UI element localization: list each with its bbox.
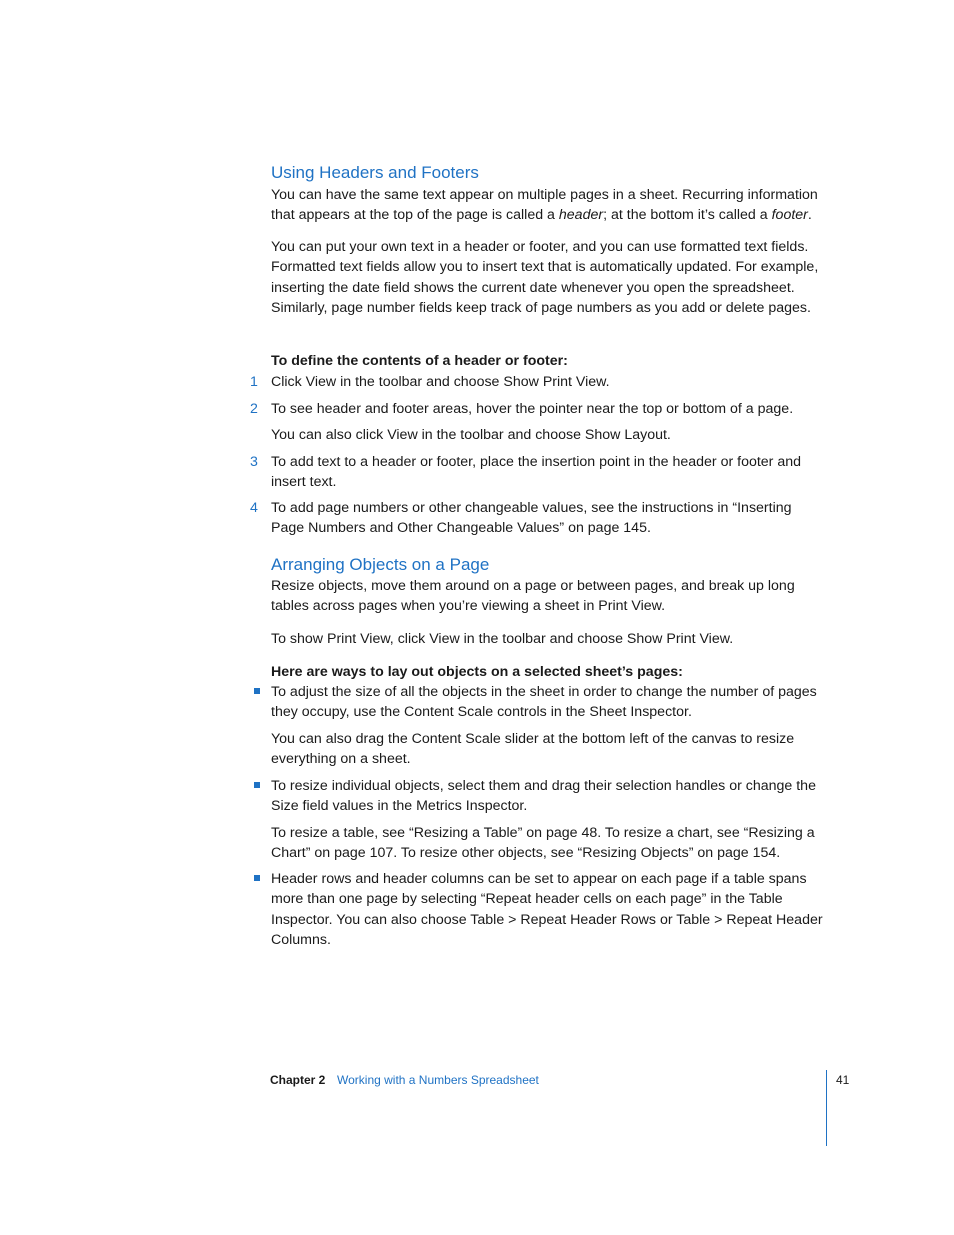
step-text: To add page numbers or other changeable values, see the instructions in “Inserting Page Numbers and Other Changeable Values” on page 145. — [271, 500, 792, 537]
text-run: . — [807, 207, 812, 224]
bullet-icon — [254, 688, 260, 694]
text-run: You can have the same text appear on multiple pages in a sheet. Recurring information that appears at the top of the page is called a — [271, 187, 818, 224]
paragraph-intro — [271, 185, 827, 226]
paragraph-formatted-fields: You can put your own text in a header or footer, and you can use formatted text fields. Formatted text fields allow you to insert text that is automatically updated. For example, inserting the date field shows the current date whenever you open the spreadsheet. Similarly, page number fields keep track of page numbers as you add or delete pages. — [271, 239, 819, 317]
bullet-text: To adjust the size of all the objects in the sheet in order to change the number of pages they occupy, use the Content Scale controls in the Sheet Inspector. — [271, 684, 817, 721]
bullet-icon — [254, 875, 260, 881]
bullet-note: To resize a table, see “Resizing a Table” on page 48. To resize a chart, see “Resizing a Chart” on page 107. To resize other objects, see “Resizing Objects” on page 154. — [271, 825, 815, 862]
step-number: 3 — [250, 454, 258, 470]
step-note: You can also click View in the toolbar and choose Show Layout. — [271, 427, 671, 443]
footer-chapter: Chapter 2 — [270, 1073, 326, 1087]
section-heading-arranging-objects: Arranging Objects on a Page — [271, 555, 490, 574]
step-text: Click View in the toolbar and choose Show Print View. — [271, 374, 610, 390]
list-heading: Here are ways to lay out objects on a selected sheet’s pages: — [271, 664, 683, 680]
page-number: 41 — [836, 1073, 850, 1087]
footer-divider — [826, 1070, 827, 1146]
bullet-text: To resize individual objects, select them and drag their selection handles or change the Size field values in the Metrics Inspector. — [271, 778, 816, 815]
paragraph-show-print-view: To show Print View, click View in the toolbar and choose Show Print View. — [271, 631, 734, 647]
bullet-icon — [254, 782, 260, 788]
steps-heading: To define the contents of a header or footer: — [271, 353, 568, 369]
step-number: 2 — [250, 401, 258, 417]
step-number: 1 — [250, 374, 258, 390]
bullet-text: Header rows and header columns can be set to appear on each page if a table spans more than one page by selecting “Repeat header cells on each page” in the Table Inspector. You can also choose Table > Repeat Header Rows or Table > Repeat Header Columns. — [271, 871, 823, 949]
paragraph-resize-objects: Resize objects, move them around on a page or between pages, and break up long tables across pages when you’re viewing a sheet in Print View. — [271, 578, 795, 615]
bullet-note: You can also drag the Content Scale slider at the bottom left of the canvas to resize everything on a sheet. — [271, 731, 795, 768]
step-text: To see header and footer areas, hover the pointer near the top or bottom of a page. — [271, 401, 794, 417]
step-text: To add text to a header or footer, place the insertion point in the header or footer and insert text. — [271, 454, 802, 491]
text-run: ; at the bottom it’s called a — [603, 207, 772, 224]
footer-chapter-title: Working with a Numbers Spreadsheet — [337, 1073, 539, 1087]
step-number: 4 — [250, 500, 258, 516]
section-heading-headers-footers: Using Headers and Footers — [271, 163, 479, 182]
italic-term-footer: footer — [771, 207, 808, 224]
italic-term-header: header — [558, 207, 604, 224]
